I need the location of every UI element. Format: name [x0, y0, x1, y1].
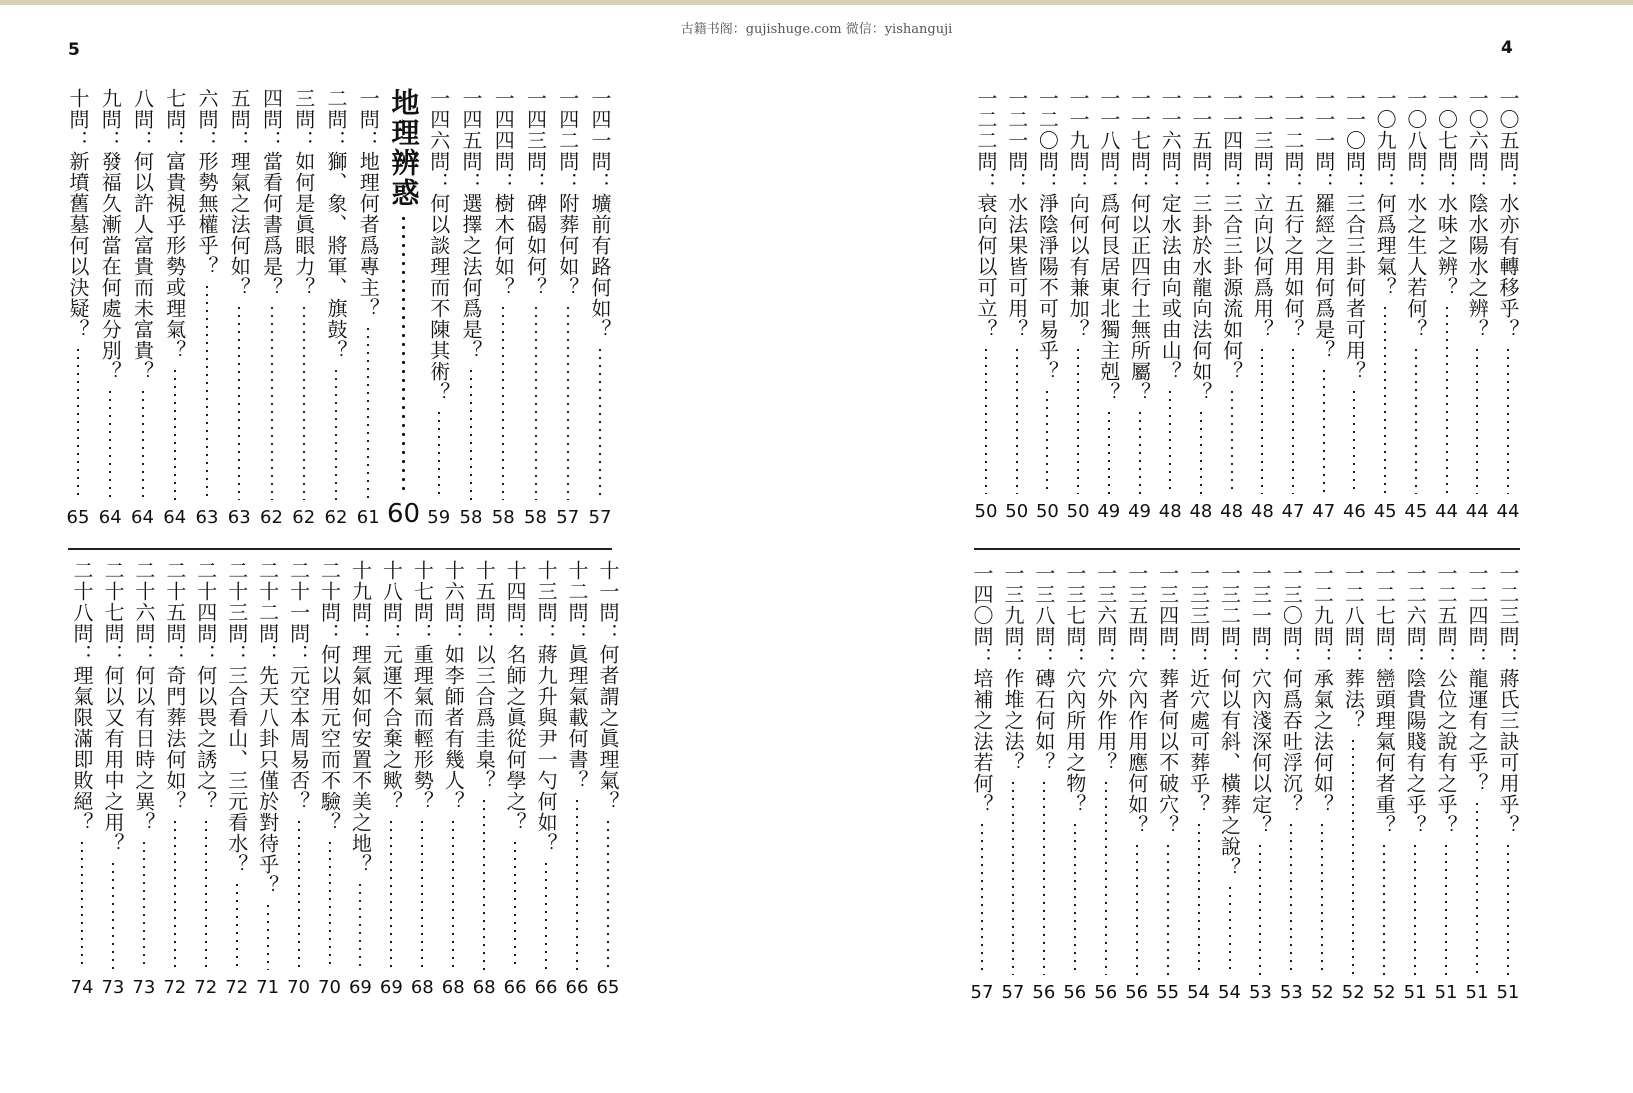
toc-entry-text: 一三九問：作堆之法？ [1000, 563, 1025, 773]
toc-page-number: 69 [348, 977, 372, 998]
toc-entry [524, 88, 548, 528]
dot-leader [1200, 409, 1202, 494]
toc-entry-text: 一〇八問：水之生人若何？ [1403, 88, 1428, 340]
toc-page-number: 71 [256, 977, 280, 998]
dot-leader [1108, 409, 1110, 494]
dot-leader [271, 304, 273, 500]
dot-leader [1290, 821, 1292, 975]
toc-entry-text: 一四六問：何以談理而不陳其術？ [426, 88, 451, 403]
toc-page-number: 58 [491, 507, 515, 528]
toc-entry-text: 一二八問：葬法？ [1341, 563, 1366, 731]
toc-page-number: 54 [1218, 982, 1241, 1003]
toc-section-heading [386, 88, 421, 529]
dot-leader [142, 388, 144, 500]
toc-entry-text: 二問：獅、象、將軍、旗鼓？ [324, 88, 348, 361]
toc-entry [556, 88, 580, 528]
toc-entry [1218, 563, 1242, 1003]
left-page-number: 5 [68, 40, 80, 60]
dot-leader [1507, 346, 1509, 494]
dot-leader [1414, 842, 1416, 975]
toc-entry-text: 十五問：以三合爲圭臬？ [472, 560, 497, 791]
dot-leader [109, 388, 111, 500]
toc-entry-text: 一二四問：龍運有之乎？ [1465, 563, 1489, 794]
toc-entry [1005, 88, 1029, 522]
dot-leader [576, 797, 578, 970]
dot-leader [1231, 388, 1233, 494]
toc-page-number: 57 [588, 507, 612, 528]
toc-entry-text: 二十七問：何以又有用中之用？ [100, 560, 125, 854]
toc-entry [1281, 88, 1305, 522]
toc-entry-text: 一一五問：三卦於水龍向法何如？ [1188, 88, 1213, 403]
toc-page-number: 70 [287, 977, 311, 998]
toc-entry [1001, 563, 1025, 1003]
toc-entry [1125, 563, 1149, 1003]
toc-entry [256, 560, 280, 998]
toc-entry [101, 560, 125, 998]
toc-entry [70, 560, 94, 998]
toc-page-number: 62 [324, 507, 348, 528]
toc-page-number: 51 [1434, 982, 1458, 1003]
toc-page-number: 59 [427, 507, 451, 528]
dot-leader [77, 346, 79, 500]
toc-entry [596, 560, 620, 998]
toc-entry [324, 88, 348, 528]
dot-leader [607, 818, 609, 970]
left-page-bottom-toc [70, 560, 620, 998]
toc-entry-text: 一一〇問：三合三卦何者可用？ [1342, 88, 1367, 382]
toc-entry-text: 一〇九問：何爲理氣？ [1373, 88, 1398, 298]
dot-leader [1139, 409, 1141, 494]
toc-page-number: 48 [1158, 501, 1182, 522]
toc-entry [1496, 563, 1520, 1003]
toc-entry [1250, 88, 1274, 522]
toc-entry [1342, 88, 1366, 522]
dot-leader [335, 367, 337, 500]
toc-page-number: 53 [1279, 982, 1303, 1003]
toc-entry [1187, 563, 1211, 1003]
toc-page-number: 44 [1435, 501, 1458, 522]
dot-leader [329, 839, 331, 970]
toc-page-number: 56 [1063, 982, 1087, 1003]
toc-entry-text: 一三七問：穴內所用之物？ [1062, 563, 1087, 815]
dot-leader [143, 839, 145, 970]
dot-leader [1323, 367, 1325, 494]
toc-entry-text: 三問：如何是眞眼力？ [291, 88, 316, 298]
toc-entry [472, 560, 496, 998]
toc-entry [287, 560, 311, 998]
toc-entry-text: 一四〇問：培補之法若何？ [970, 563, 994, 815]
toc-entry-text: 一四五問：選擇之法何爲是？ [459, 88, 483, 361]
toc-entry [459, 88, 483, 528]
right-page-bottom-toc [970, 563, 1520, 1003]
toc-entry [1128, 88, 1152, 522]
toc-entry [195, 88, 219, 528]
toc-entry-text: 二十六問：何以有日時之異？ [131, 560, 156, 833]
toc-entry-text: 一三一問：穴內淺深何以定？ [1248, 563, 1273, 836]
dot-leader [174, 367, 176, 500]
toc-entry [292, 88, 316, 528]
toc-entry [588, 88, 612, 528]
toc-entry-text: 十一問：何者謂之眞理氣？ [595, 560, 620, 812]
toc-page-number: 60 [386, 499, 421, 529]
toc-page-number: 73 [132, 977, 156, 998]
dot-leader [1476, 800, 1478, 975]
toc-entry [1404, 88, 1428, 522]
toc-page-number: 52 [1310, 982, 1334, 1003]
toc-entry [1158, 88, 1182, 522]
toc-entry [565, 560, 589, 998]
dot-leader [1476, 346, 1478, 494]
toc-page-number: 48 [1189, 501, 1213, 522]
toc-entry [491, 88, 515, 528]
toc-entry-text: 一一四問：三合三卦源流如何？ [1219, 88, 1244, 382]
toc-entry-text: 一二二問：衰向何以可立？ [974, 88, 998, 340]
dot-leader [1046, 388, 1048, 494]
toc-entry [1465, 88, 1489, 522]
toc-entry [1063, 563, 1087, 1003]
toc-entry [318, 560, 342, 998]
toc-entry [1403, 563, 1427, 1003]
toc-entry [1220, 88, 1244, 522]
dot-leader [1043, 779, 1045, 975]
toc-entry [1372, 563, 1396, 1003]
toc-page-number: 51 [1465, 982, 1489, 1003]
toc-entry-text: 六問：形勢無權乎？ [195, 88, 219, 277]
toc-page-number: 65 [596, 977, 620, 998]
toc-page-number: 45 [1373, 501, 1397, 522]
toc-entry [66, 88, 90, 528]
toc-entry-text: 十六問：如李師者有幾人？ [441, 560, 466, 812]
toc-entry-text: 十八問：元運不合棄之歟？ [379, 560, 404, 812]
toc-entry [427, 88, 451, 528]
toc-page-number: 55 [1156, 982, 1180, 1003]
dot-leader [421, 818, 423, 970]
dot-leader [1074, 821, 1076, 975]
toc-page-number: 49 [1097, 501, 1121, 522]
toc-entry [1279, 563, 1303, 1003]
toc-entry [1097, 88, 1121, 522]
toc-entry [1035, 88, 1059, 522]
right-page-divider [974, 548, 1520, 550]
toc-page-number: 70 [318, 977, 341, 998]
dot-leader [514, 839, 516, 970]
toc-entry [225, 560, 249, 998]
toc-entry [227, 88, 251, 528]
toc-entry-text: 七問：富貴視乎形勢或理氣？ [162, 88, 187, 361]
toc-entry-text: 一二三問：蔣氏三訣可用乎？ [1495, 563, 1520, 836]
toc-entry-text: 一四一問：壙前有路何如？ [588, 88, 612, 340]
toc-entry-text: 十二問：眞理氣載何書？ [565, 560, 589, 791]
dot-leader [1292, 346, 1294, 494]
toc-page-number: 64 [98, 507, 122, 528]
dot-leader [1445, 842, 1447, 975]
toc-page-number: 66 [534, 977, 558, 998]
toc-page-number: 57 [556, 507, 580, 528]
toc-entry [1032, 563, 1056, 1003]
toc-page-number: 49 [1128, 501, 1151, 522]
toc-entry-text: 一問：地理何者爲專主？ [356, 88, 381, 319]
toc-entry-text: 一一七問：何以正四行土無所屬？ [1127, 88, 1152, 403]
dot-leader [390, 818, 392, 970]
toc-entry [1312, 88, 1336, 522]
dot-leader [438, 409, 440, 500]
dot-leader [1384, 304, 1386, 494]
dot-leader [359, 881, 361, 970]
toc-entry-text: 一一六問：定水法由向或由山？ [1158, 88, 1183, 382]
toc-entry [1434, 563, 1458, 1003]
dot-leader [267, 902, 269, 970]
toc-entry [1465, 563, 1489, 1003]
toc-entry-text: 一四三問：碑碣如何？ [523, 88, 548, 298]
toc-page-number: 74 [70, 977, 94, 998]
toc-entry [974, 88, 998, 522]
toc-entry [348, 560, 372, 998]
watermark: 古籍书阁：gujishuge.com 微信：yishanguji [680, 22, 953, 37]
toc-page-number: 50 [974, 501, 998, 522]
dot-leader [402, 214, 405, 492]
dot-leader [599, 346, 601, 500]
toc-entry-text: 一三二問：何以有斜、橫葬之說？ [1217, 563, 1242, 878]
toc-entry-text: 十問：新墳舊墓何以決疑？ [66, 88, 90, 340]
toc-entry [441, 560, 465, 998]
toc-entry [1496, 88, 1520, 522]
toc-page-number: 44 [1496, 501, 1520, 522]
toc-entry [194, 560, 218, 998]
dot-leader [985, 346, 987, 494]
dot-leader [298, 818, 300, 970]
toc-page-number: 58 [459, 507, 483, 528]
toc-page-number: 69 [379, 977, 403, 998]
dot-leader [303, 304, 305, 500]
toc-entry [163, 88, 187, 528]
toc-entry-text: 一三〇問：何爲吞吐浮沉？ [1279, 563, 1304, 815]
dot-leader [1077, 346, 1079, 494]
dot-leader [238, 304, 240, 500]
toc-entry [131, 88, 155, 528]
toc-page-number: 65 [66, 507, 90, 528]
toc-page-number: 72 [225, 977, 249, 998]
dot-leader [1353, 388, 1355, 494]
toc-entry [163, 560, 187, 998]
toc-entry-text: 十七問：重理氣而輕形勢？ [410, 560, 435, 812]
toc-entry-text: 十三問：蔣九升與尹一勺何如？ [534, 560, 559, 854]
toc-entry-text: 二十四問：何以畏之誘之？ [193, 560, 218, 812]
toc-entry [132, 560, 156, 998]
toc-entry [1189, 88, 1213, 522]
toc-page-number: 53 [1248, 982, 1272, 1003]
toc-entry-text: 一〇六問：陰水陽水之辨？ [1465, 88, 1490, 340]
left-page-divider [68, 548, 612, 550]
dot-leader [1415, 346, 1417, 494]
dot-leader [205, 818, 207, 970]
toc-entry-text: 一二一問：水法果皆可用？ [1004, 88, 1029, 340]
toc-entry-text: 一二〇問：淨陰淨陽不可易乎？ [1035, 88, 1060, 382]
toc-page-number: 50 [1066, 501, 1090, 522]
toc-entry-text: 一一九問：向何以有兼加？ [1066, 88, 1091, 340]
toc-page-number: 68 [472, 977, 496, 998]
toc-entry-text: 一一三問：立向以何爲用？ [1250, 88, 1275, 340]
toc-page-number: 51 [1496, 982, 1520, 1003]
toc-entry-text: 一三三問：近穴處可葬乎？ [1186, 563, 1211, 815]
toc-entry-text: 八問：何以許人富貴而未富貴？ [130, 88, 155, 382]
toc-page-number: 50 [1005, 501, 1029, 522]
dot-leader [174, 818, 176, 970]
dot-leader [567, 304, 569, 500]
toc-entry [1156, 563, 1180, 1003]
dot-leader [502, 304, 504, 500]
toc-page-number: 50 [1035, 501, 1059, 522]
toc-entry-text: 一一八問：爲何艮居東北獨主剋？ [1096, 88, 1121, 403]
dot-leader [236, 881, 238, 970]
toc-entry [1066, 88, 1090, 522]
dot-leader [367, 325, 369, 500]
dot-leader [1167, 842, 1169, 975]
toc-entry [1310, 563, 1334, 1003]
toc-entry-text: 一三六問：穴外作用？ [1093, 563, 1118, 773]
toc-page-number: 57 [1001, 982, 1025, 1003]
toc-page-number: 64 [163, 507, 187, 528]
dot-leader [1352, 737, 1354, 975]
dot-leader [545, 860, 547, 970]
dot-leader [981, 821, 983, 975]
toc-entry-text: 十九問：理氣如何安置不美之地？ [348, 560, 373, 875]
toc-page-number: 72 [163, 977, 187, 998]
toc-entry [1373, 88, 1397, 522]
toc-entry-text: 一二九問：承氣之法何如？ [1310, 563, 1335, 815]
toc-entry-text: 一二五問：公位之說有之乎？ [1434, 563, 1459, 836]
toc-entry [534, 560, 558, 998]
toc-entry [260, 88, 284, 528]
toc-page-number: 66 [565, 977, 589, 998]
toc-entry-text: 一二六問：陰貴陽賤有之乎？ [1403, 563, 1428, 836]
toc-entry-text: 五問：理氣之法何如？ [227, 88, 252, 298]
toc-entry-text: 一二七問：巒頭理氣何者重？ [1372, 563, 1397, 836]
toc-page-number: 44 [1465, 501, 1489, 522]
toc-page-number: 56 [1032, 982, 1056, 1003]
dot-leader [206, 283, 208, 500]
toc-entry [98, 88, 122, 528]
right-page-top-toc [974, 88, 1520, 522]
toc-page-number: 56 [1094, 982, 1118, 1003]
dot-leader [483, 797, 485, 970]
toc-entry [410, 560, 434, 998]
toc-entry-text: 一三五問：穴內作用應何如？ [1124, 563, 1149, 836]
toc-page-number: 62 [260, 507, 283, 528]
dot-leader [1507, 842, 1509, 975]
dot-leader [1383, 842, 1385, 975]
toc-page-number: 58 [524, 507, 547, 528]
toc-entry-text: 十四問：名師之眞從何學之？ [503, 560, 528, 833]
toc-page-number: 52 [1372, 982, 1396, 1003]
toc-entry-text: 一四四問：樹木何如？ [491, 88, 516, 298]
dot-leader [535, 304, 537, 500]
toc-entry [503, 560, 527, 998]
toc-entry [1341, 563, 1365, 1003]
toc-page-number: 52 [1341, 982, 1365, 1003]
toc-page-number: 61 [356, 507, 380, 528]
toc-entry-text: 一一二問：五行之用如何？ [1281, 88, 1306, 340]
dot-leader [1229, 884, 1231, 975]
toc-entry [1094, 563, 1118, 1003]
dot-leader [1012, 779, 1014, 975]
dot-leader [1446, 304, 1448, 494]
toc-page-number: 56 [1125, 982, 1149, 1003]
dot-leader [1169, 388, 1171, 494]
toc-entry-text: 二十八問：理氣限滿即敗絕？ [70, 560, 94, 833]
dot-leader [470, 367, 472, 500]
toc-page-number: 63 [195, 507, 219, 528]
toc-page-number: 68 [410, 977, 434, 998]
toc-entry-text: 一一一問：羅經之用何爲是？ [1311, 88, 1336, 361]
toc-entry [356, 88, 380, 528]
toc-page-number: 47 [1281, 501, 1305, 522]
section-title: 地理辨惑 [387, 88, 421, 208]
right-page-number: 4 [1501, 38, 1513, 58]
toc-page-number: 73 [101, 977, 125, 998]
toc-entry [970, 563, 994, 1003]
toc-entry [379, 560, 403, 998]
dot-leader [81, 839, 83, 970]
toc-entry [1248, 563, 1272, 1003]
toc-entry-text: 九問：發福久漸當在何處分別？ [98, 88, 123, 382]
left-page-top-toc [66, 88, 612, 528]
toc-page-number: 48 [1250, 501, 1274, 522]
toc-page-number: 45 [1404, 501, 1428, 522]
dot-leader [1321, 821, 1323, 975]
dot-leader [1105, 779, 1107, 975]
toc-entry-text: 二十五問：奇門葬法何如？ [162, 560, 187, 812]
dot-leader [1136, 842, 1138, 975]
toc-entry-text: 一〇五問：水亦有轉移乎？ [1495, 88, 1520, 340]
dot-leader [1261, 346, 1263, 494]
toc-entry-text: 一四二問：附葬何如？ [555, 88, 580, 298]
toc-page-number: 57 [970, 982, 994, 1003]
toc-page-number: 51 [1403, 982, 1427, 1003]
dot-leader [112, 860, 114, 970]
toc-entry-text: 一三八問：磚石何如？ [1031, 563, 1056, 773]
toc-page-number: 66 [503, 977, 527, 998]
toc-page-number: 62 [292, 507, 316, 528]
toc-page-number: 68 [441, 977, 465, 998]
toc-entry-text: 二十一問：元空本周易否？ [286, 560, 311, 812]
toc-entry-text: 二十三問：三合看山、三元看水？ [224, 560, 249, 875]
toc-page-number: 54 [1187, 982, 1211, 1003]
top-border [0, 0, 1633, 5]
dot-leader [1016, 346, 1018, 494]
toc-entry-text: 四問：當看何書爲是？ [259, 88, 284, 298]
toc-page-number: 48 [1220, 501, 1244, 522]
dot-leader [1198, 821, 1200, 975]
toc-entry [1435, 88, 1459, 522]
toc-page-number: 63 [227, 507, 251, 528]
toc-page-number: 72 [194, 977, 218, 998]
toc-entry-text: 二十二問：先天八卦只僅於對待乎？ [255, 560, 280, 896]
toc-page-number: 46 [1342, 501, 1366, 522]
toc-entry-text: 二十問：何以用元空而不驗？ [317, 560, 342, 833]
toc-entry-text: 一〇七問：水味之辨？ [1434, 88, 1459, 298]
dot-leader [452, 818, 454, 970]
toc-page-number: 47 [1312, 501, 1336, 522]
toc-entry-text: 一三四問：葬者何以不破穴？ [1155, 563, 1180, 836]
toc-page-number: 64 [131, 507, 154, 528]
dot-leader [1259, 842, 1261, 975]
